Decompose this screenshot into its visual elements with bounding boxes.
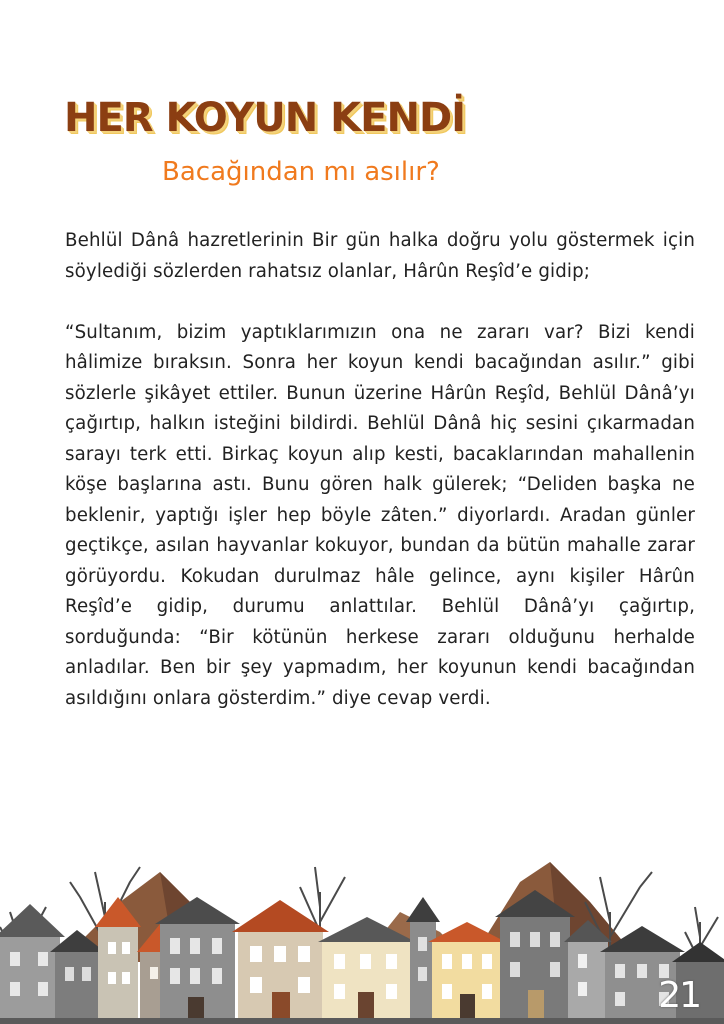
house-9 (428, 922, 506, 1024)
paragraph-story: “Sultanım, bizim yaptıklarımızın ona ne zararı var? Bizi kendi hâlimize bıraksın. Sonra her koyun kendi bacağından asılır.” gibi sözlerle şikâyet ettiler. Bunun üzerine Hârûn Reşîd, Behlül Dânâ’yı çağırtıp, halkın isteğini bildirdi. Behlül Dânâ hiç sesini çıkarmadan sarayı terk etti. Birkaç koyun alıp kesti, bacaklarından mahallenin köşe başlarına astı. Bunu gören halk gülerek; “Deliden başka ne beklenir, yaptığı işler hep böyle zâten.” diyorlardı. Aradan günler geçtikçe, asılan hayvanlar kokuyor, bundan da bütün mahalle zarar görüyordu. Kokudan durulmaz hâle gelince, aynı kişiler Hârûn Reşîd’e gidip, durumu anlattılar. Behlül Dânâ’yı çağırtıp, sorduğunda: “Bir kötünün herkese zararı olduğunu herhalde anladılar. Ben bir şey yapmadım, her koyunun kendi bacağından asıldığını onlara gösterdim.” diye cevap verdi. (65, 321, 695, 709)
house-5 (155, 897, 240, 1024)
house-10 (495, 890, 575, 1024)
page-title: HER KOYUN KENDİ (64, 95, 466, 141)
paragraph-intro: Behlül Dânâ hazretlerinin Bir gün halka doğru yolu göstermek için söylediği sözlerden rahatsız olanlar, Hârûn Reşîd’e gidip; (65, 230, 695, 282)
page-number: 21 (658, 975, 700, 1016)
ground (0, 1018, 724, 1024)
town-illustration (0, 842, 724, 1024)
page-subtitle: Bacağından mı asılır? (162, 157, 440, 187)
story-text (65, 226, 695, 714)
house-11 (564, 920, 612, 1024)
